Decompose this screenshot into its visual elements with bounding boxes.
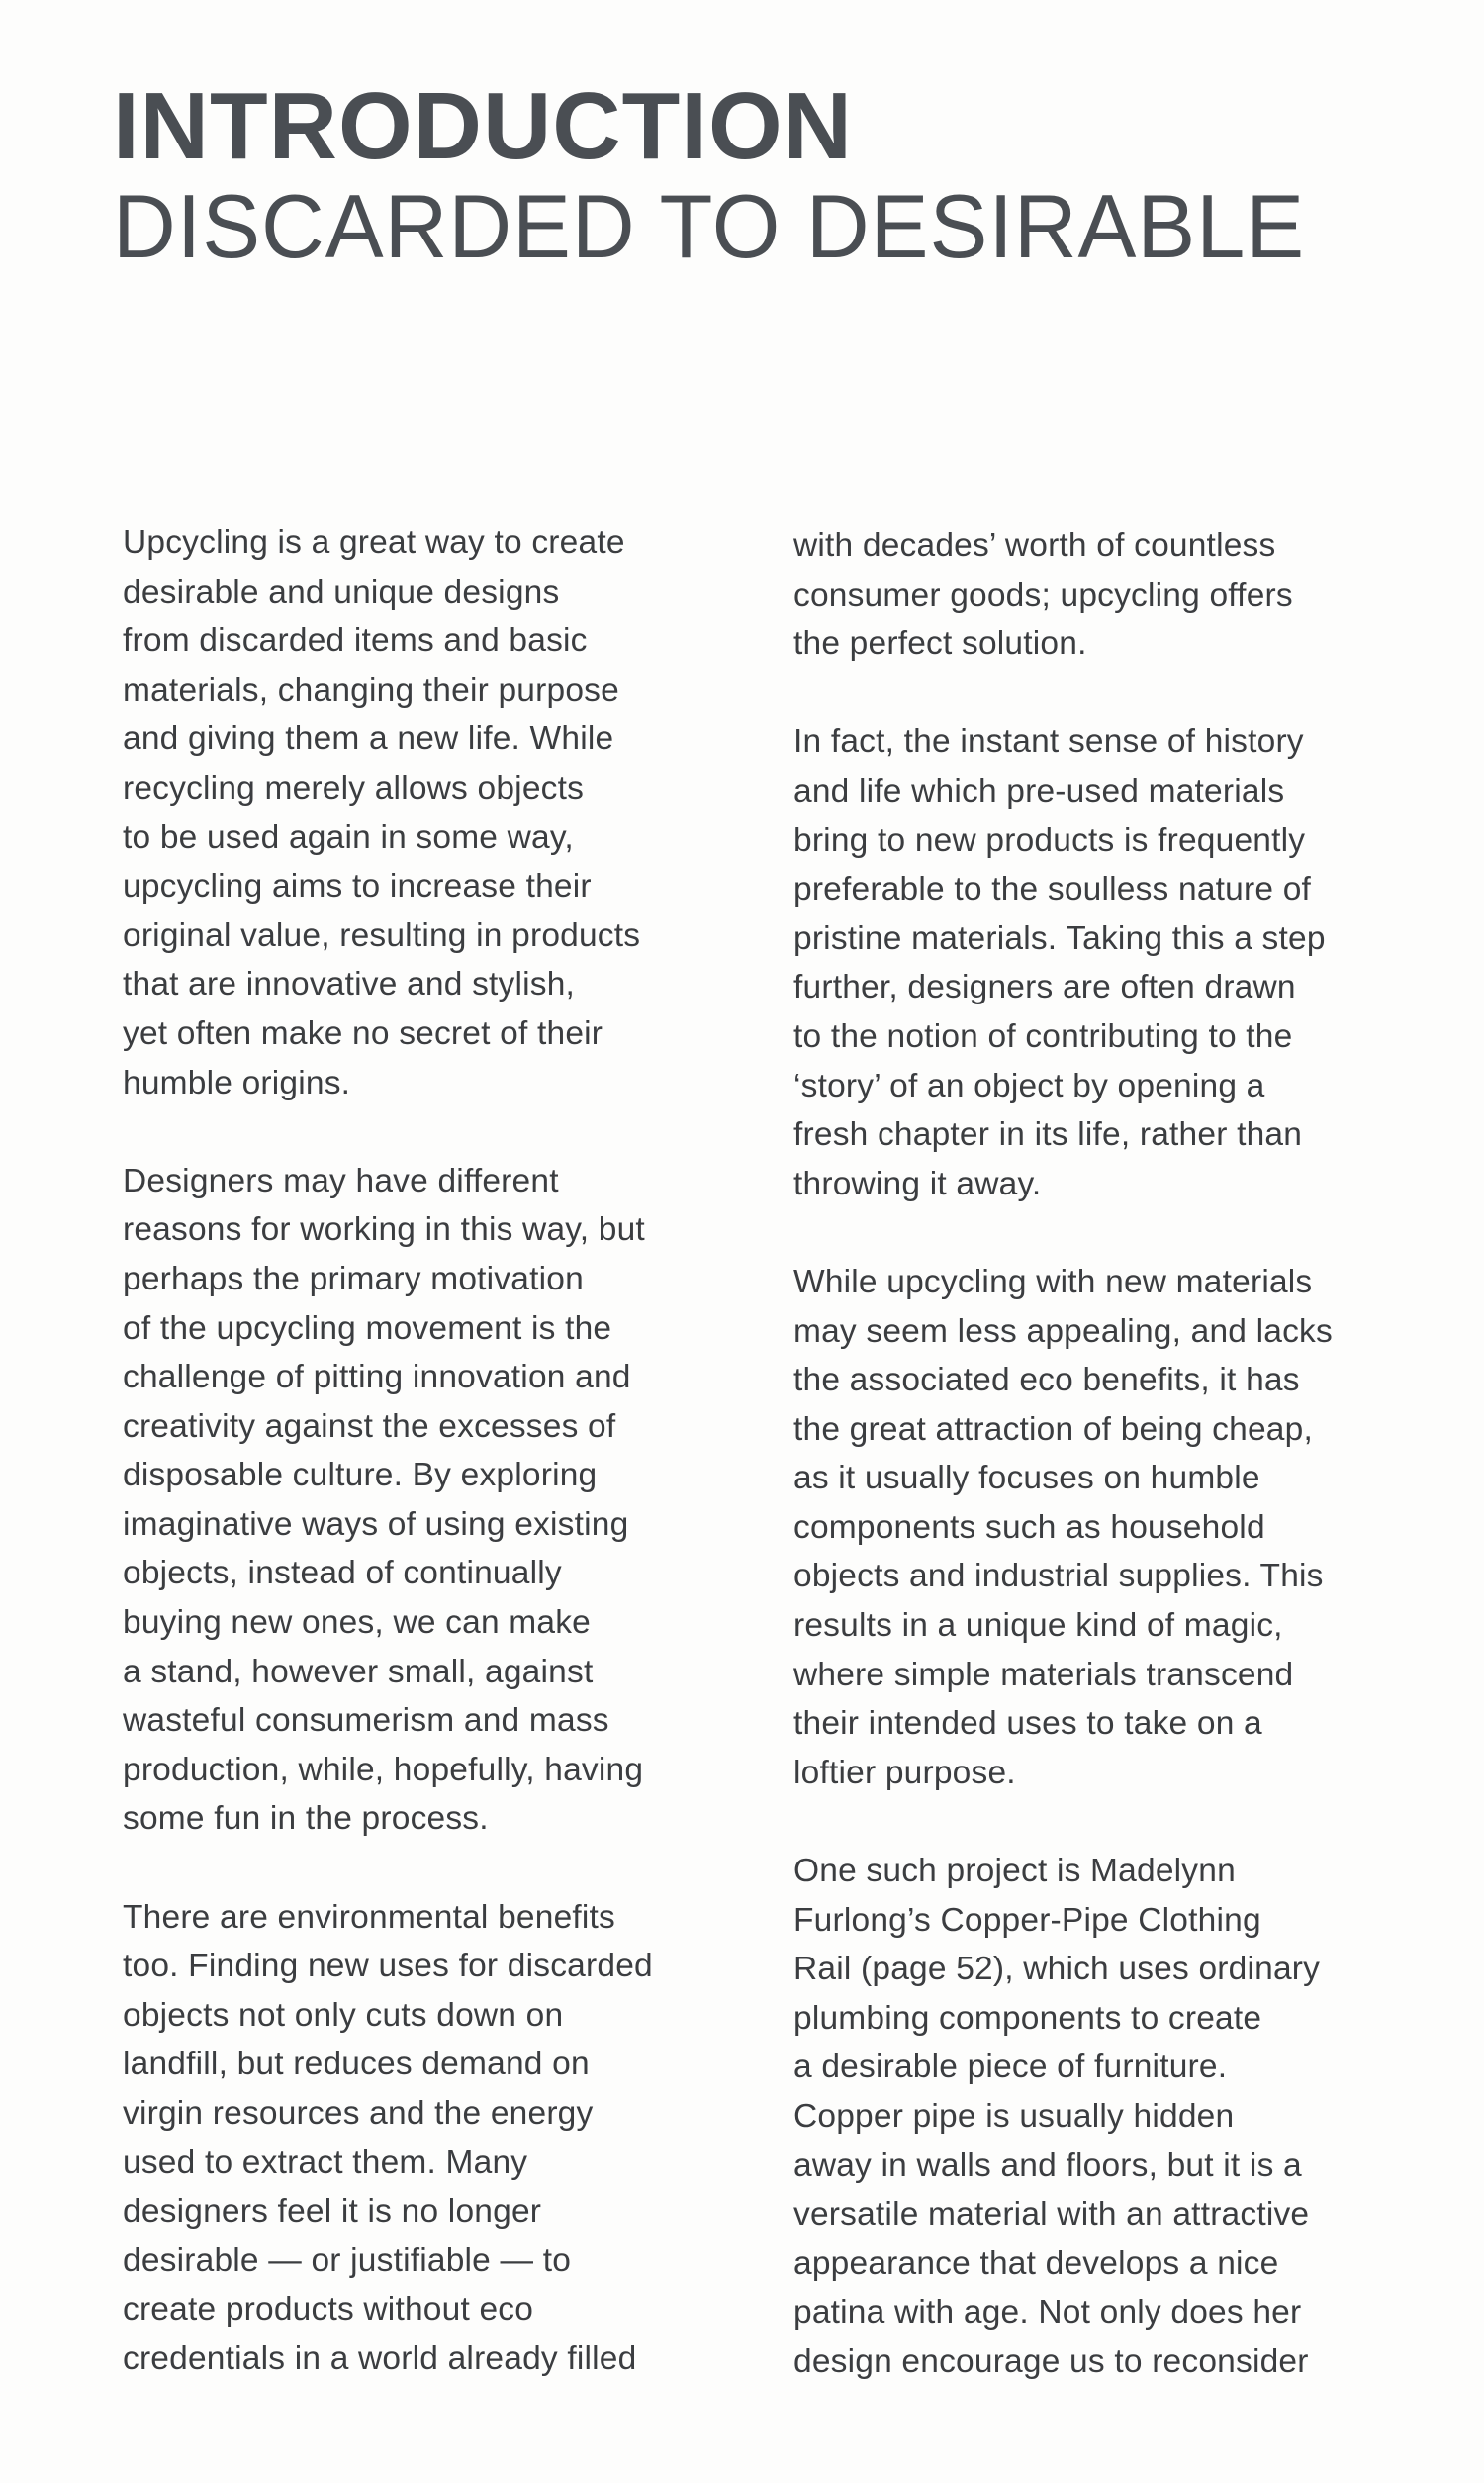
text-line: imaginative ways of using existing <box>123 1505 629 1543</box>
text-line: versatile material with an attractive <box>793 2196 1310 2234</box>
text-line: and life which pre-used materials <box>793 772 1285 810</box>
text-line: There are environmental benefits <box>123 1898 616 1936</box>
page-title: INTRODUCTION <box>113 73 853 179</box>
text-line: While upcycling with new materials <box>793 1263 1313 1300</box>
text-line: recycling merely allows objects <box>123 769 585 807</box>
text-line: desirable and unique designs <box>123 573 560 611</box>
text-line: the associated eco benefits, it has <box>793 1362 1300 1399</box>
text-line: buying new ones, we can make <box>123 1604 592 1642</box>
text-line: and giving them a new life. While <box>123 720 614 758</box>
text-line: perhaps the primary motivation <box>123 1260 584 1297</box>
text-line: plumbing components to create <box>793 1999 1262 2037</box>
page-subtitle: DISCARDED TO DESIRABLE <box>113 177 1306 277</box>
text-line: yet often make no secret of their <box>123 1014 603 1052</box>
text-line: wasteful consumerism and mass <box>123 1702 609 1740</box>
text-line: throwing it away. <box>793 1165 1042 1202</box>
paragraph <box>793 522 1427 669</box>
text-line: disposable culture. By exploring <box>123 1457 598 1494</box>
text-line: bring to new products is frequently <box>793 821 1306 859</box>
paragraph <box>793 1847 1427 2387</box>
text-line: objects not only cuts down on <box>123 1996 564 2034</box>
text-line: with decades’ worth of countless <box>793 527 1276 564</box>
text-line: materials, changing their purpose <box>123 671 619 709</box>
text-line: credentials in a world already filled <box>123 2340 637 2377</box>
paragraph <box>123 519 756 1107</box>
text-line: Designers may have different <box>123 1162 559 1199</box>
text-line: that are innovative and stylish, <box>123 966 576 1003</box>
body-column-right <box>793 522 1427 2435</box>
text-line: challenge of pitting innovation and <box>123 1359 631 1396</box>
text-line: Copper pipe is usually hidden <box>793 2098 1235 2135</box>
text-line: original value, resulting in products <box>123 916 641 954</box>
text-line: away in walls and floors, but it is a <box>793 2147 1302 2184</box>
text-line: their intended uses to take on a <box>793 1705 1262 1743</box>
text-line: designers feel it is no longer <box>123 2193 542 2231</box>
text-line: too. Finding new uses for discarded <box>123 1948 653 1985</box>
paragraph <box>123 1893 756 2384</box>
text-line: from discarded items and basic <box>123 622 588 660</box>
text-line: landfill, but reduces demand on <box>123 2046 590 2083</box>
text-line: desirable — or justifiable — to <box>123 2242 572 2279</box>
text-line: of the upcycling movement is the <box>123 1309 612 1347</box>
text-line: used to extract them. Many <box>123 2144 528 2181</box>
paragraph <box>123 1157 756 1844</box>
text-line: where simple materials transcend <box>793 1656 1294 1693</box>
text-line: Upcycling is a great way to create <box>123 525 625 561</box>
text-line: objects and industrial supplies. This <box>793 1558 1324 1595</box>
text-line: results in a unique kind of magic, <box>793 1607 1283 1645</box>
text-line: to the notion of contributing to the <box>793 1017 1293 1055</box>
text-line: components such as household <box>793 1508 1265 1546</box>
text-line: pristine materials. Taking this a step <box>793 919 1326 957</box>
text-line: patina with age. Not only does her <box>793 2294 1302 2332</box>
text-line: reasons for working in this way, but <box>123 1211 645 1249</box>
text-line: upcycling aims to increase their <box>123 868 592 906</box>
text-line: Rail (page 52), which uses ordinary <box>793 1951 1321 1988</box>
paragraph <box>793 717 1427 1208</box>
text-line: production, while, hopefully, having <box>123 1751 644 1788</box>
text-line: consumer goods; upcycling offers <box>793 576 1293 614</box>
text-line: the great attraction of being cheap, <box>793 1410 1313 1448</box>
body-column-left <box>123 519 756 2433</box>
text-line: Furlong’s Copper-Pipe Clothing <box>793 1901 1261 1939</box>
text-line: preferable to the soulless nature of <box>793 871 1312 908</box>
text-line: may seem less appealing, and lacks <box>793 1312 1333 1350</box>
text-line: a stand, however small, against <box>123 1653 594 1690</box>
text-line: creativity against the excesses of <box>123 1407 616 1445</box>
text-line: loftier purpose. <box>793 1754 1016 1791</box>
text-line: fresh chapter in its life, rather than <box>793 1116 1303 1154</box>
text-line: a desirable piece of furniture. <box>793 2049 1228 2086</box>
text-line: design encourage us to reconsider <box>793 2342 1309 2380</box>
text-line: objects, instead of continually <box>123 1555 562 1592</box>
text-line: some fun in the process. <box>123 1800 489 1838</box>
text-line: create products without eco <box>123 2291 534 2329</box>
text-line: In fact, the instant sense of history <box>793 723 1304 761</box>
text-line: as it usually focuses on humble <box>793 1460 1260 1497</box>
text-line: the perfect solution. <box>793 625 1087 663</box>
text-line: ‘story’ of an object by opening a <box>793 1067 1265 1104</box>
paragraph <box>793 1258 1427 1798</box>
text-line: humble origins. <box>123 1064 351 1101</box>
text-line: further, designers are often drawn <box>793 969 1296 1006</box>
text-line: appearance that develops a nice <box>793 2244 1279 2282</box>
text-line: virgin resources and the energy <box>123 2095 594 2132</box>
text-line: to be used again in some way, <box>123 818 574 856</box>
text-line: One such project is Madelynn <box>793 1853 1236 1890</box>
